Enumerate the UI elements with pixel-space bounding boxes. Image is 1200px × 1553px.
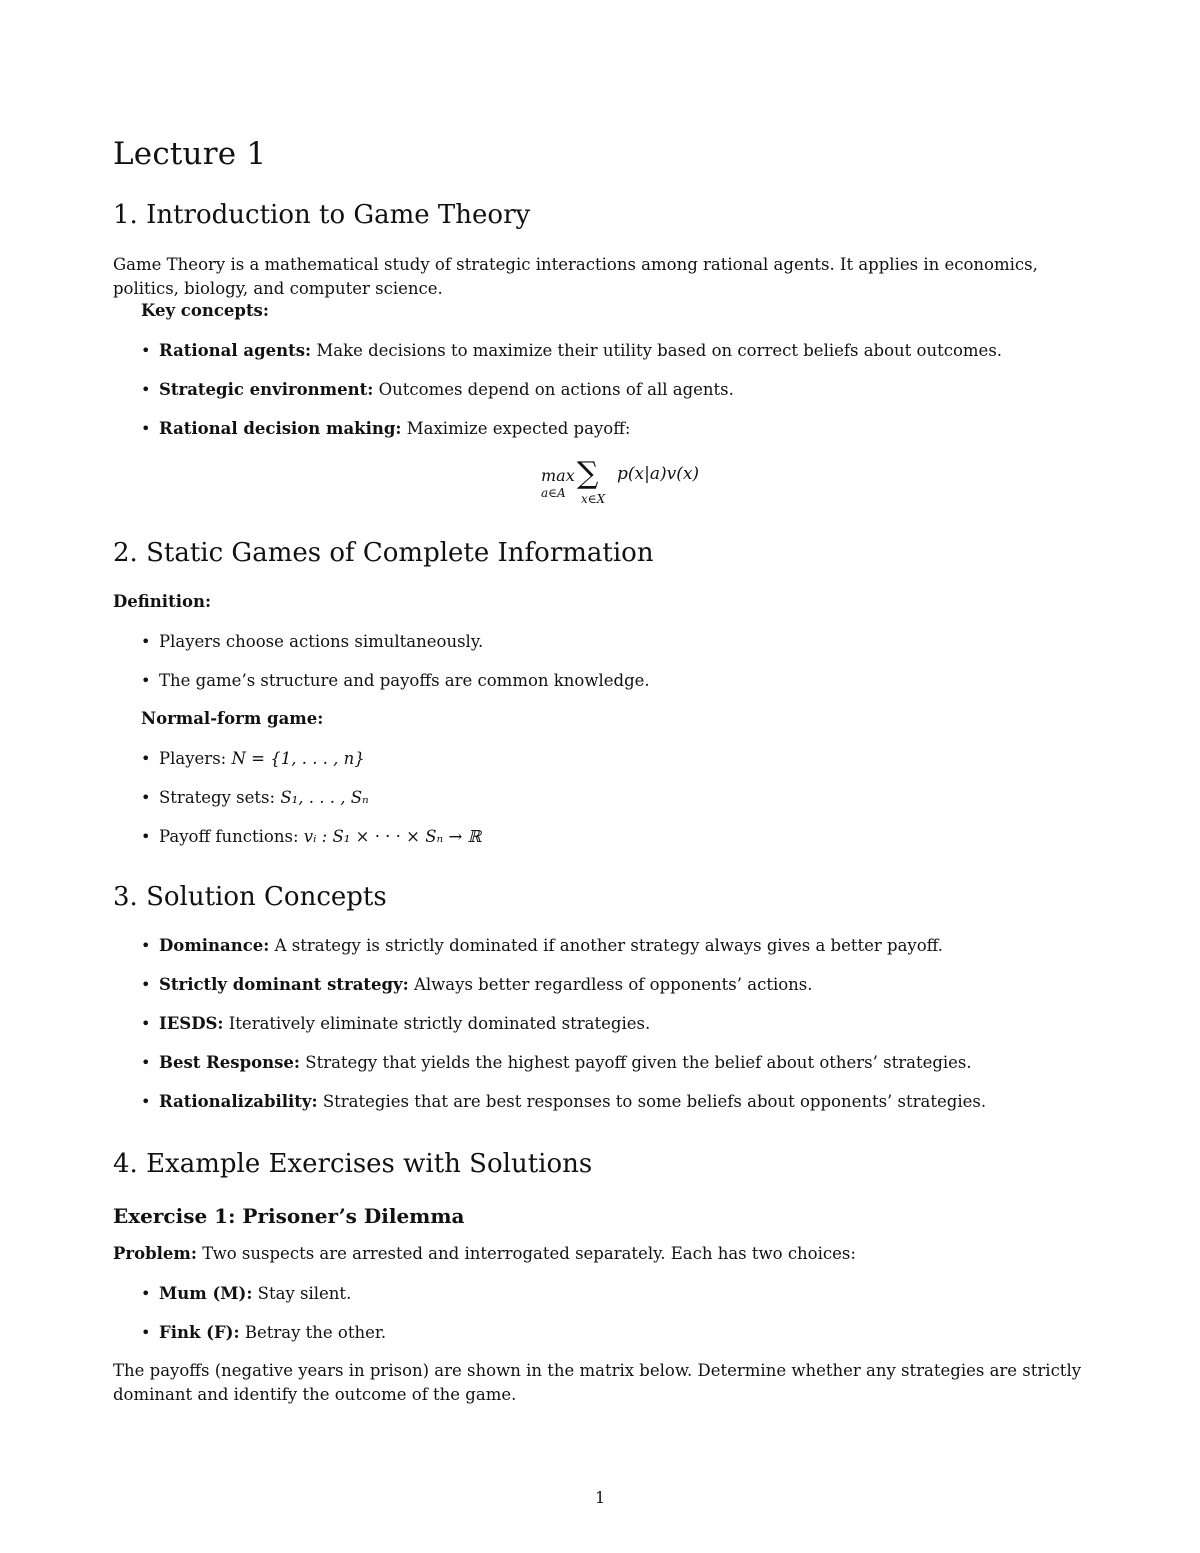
list-item	[139, 1051, 986, 1090]
item-term: Fink (F):	[159, 1323, 240, 1342]
bullet-icon: •	[141, 1014, 151, 1033]
item-term: Rationalizability:	[159, 1092, 318, 1111]
list-item	[139, 1321, 386, 1360]
item-text: Players:	[159, 749, 232, 768]
list-item	[139, 825, 481, 864]
section-4-heading: 4. Example Exercises with Solutions	[113, 1149, 593, 1179]
item-term: Rational agents:	[159, 341, 312, 360]
list-item	[139, 630, 650, 669]
item-math: S₁, . . . , Sₙ	[280, 788, 369, 807]
item-text: Maximize expected payoff:	[401, 419, 631, 438]
list-item	[139, 1282, 386, 1321]
problem-statement	[113, 1242, 1093, 1266]
item-text: A strategy is strictly dominated if another strategy always gives a better payoff.	[269, 936, 944, 955]
item-term: Strategic environment:	[159, 380, 374, 399]
definition-label: Definition:	[113, 592, 212, 611]
bullet-icon: •	[141, 749, 151, 768]
item-text: Strategies that are best responses to some beliefs about opponents’ strategies.	[317, 1092, 987, 1111]
page-number: 1	[595, 1488, 606, 1507]
item-text: Payoff functions:	[159, 827, 304, 846]
normal-form-label: Normal-form game:	[141, 709, 324, 728]
section-3-heading: 3. Solution Concepts	[113, 882, 387, 912]
solution-concepts-list	[139, 934, 986, 1129]
formula-sum-subscript: x∈X	[581, 492, 606, 506]
expected-payoff-formula	[541, 458, 741, 510]
formula-sum-symbol: ∑	[577, 456, 599, 491]
item-term: Rational decision making:	[159, 419, 402, 438]
definition-list	[139, 630, 650, 708]
bullet-icon: •	[141, 632, 151, 651]
item-term: Dominance:	[159, 936, 270, 955]
item-text: Players choose actions simultaneously.	[159, 632, 484, 651]
item-text: Outcomes depend on actions of all agents.	[373, 380, 734, 399]
section-1-heading: 1. Introduction to Game Theory	[113, 200, 531, 230]
item-text: Strategy sets:	[159, 788, 281, 807]
exercise-1-heading: Exercise 1: Prisoner’s Dilemma	[113, 1204, 465, 1228]
page-title: Lecture 1	[113, 136, 267, 172]
formula-expression: p(x|a)v(x)	[617, 464, 700, 484]
list-item	[139, 934, 986, 973]
bullet-icon: •	[141, 827, 151, 846]
item-term: Best Response:	[159, 1053, 301, 1072]
list-item	[139, 1012, 986, 1051]
item-text: Betray the other.	[239, 1323, 387, 1342]
problem-text: Two suspects are arrested and interrogated separately. Each has two choices:	[196, 1244, 856, 1263]
bullet-icon: •	[141, 788, 151, 807]
section-2-heading: 2. Static Games of Complete Information	[113, 538, 654, 568]
problem-label: Problem:	[113, 1244, 197, 1263]
formula-max: max	[541, 466, 575, 485]
bullet-icon: •	[141, 936, 151, 955]
choices-list	[139, 1282, 386, 1360]
bullet-icon: •	[141, 1053, 151, 1072]
item-text: Always better regardless of opponents’ actions.	[408, 975, 813, 994]
list-item	[139, 669, 650, 708]
section-1-intro: Game Theory is a mathematical study of strategic interactions among rational agents. It applies in economics, politics, biology, and computer science.	[113, 255, 1038, 298]
item-text: Strategy that yields the highest payoff given the belief about others’ strategies.	[300, 1053, 972, 1072]
bullet-icon: •	[141, 380, 151, 399]
list-item	[139, 378, 1002, 417]
item-math: N = {1, . . . , n}	[231, 749, 365, 768]
bullet-icon: •	[141, 419, 151, 438]
key-concepts-list	[139, 339, 1002, 456]
formula-max-subscript: a∈A	[541, 486, 566, 500]
bullet-icon: •	[141, 1092, 151, 1111]
bullet-icon: •	[141, 671, 151, 690]
item-math: vᵢ : S₁ × · · · × Sₙ → ℝ	[303, 827, 482, 846]
normal-form-list	[139, 747, 481, 864]
bullet-icon: •	[141, 341, 151, 360]
item-term: IESDS:	[159, 1014, 224, 1033]
item-term: Strictly dominant strategy:	[159, 975, 409, 994]
item-text: Stay silent.	[252, 1284, 352, 1303]
list-item	[139, 339, 1002, 378]
bullet-icon: •	[141, 1284, 151, 1303]
list-item	[139, 973, 986, 1012]
exercise-closing: The payoffs (negative years in prison) are shown in the matrix below. Determine whether any strategies are strictly dominant and identify the outcome of the game.	[113, 1361, 1082, 1404]
item-text: The game’s structure and payoffs are common knowledge.	[159, 671, 650, 690]
item-text: Make decisions to maximize their utility based on correct beliefs about outcomes.	[311, 341, 1003, 360]
key-concepts-label: Key concepts:	[141, 301, 269, 320]
bullet-icon: •	[141, 1323, 151, 1342]
list-item	[139, 417, 1002, 456]
list-item	[139, 1090, 986, 1129]
list-item	[139, 786, 481, 825]
item-term: Mum (M):	[159, 1284, 253, 1303]
bullet-icon: •	[141, 975, 151, 994]
list-item	[139, 747, 481, 786]
item-text: Iteratively eliminate strictly dominated strategies.	[223, 1014, 651, 1033]
